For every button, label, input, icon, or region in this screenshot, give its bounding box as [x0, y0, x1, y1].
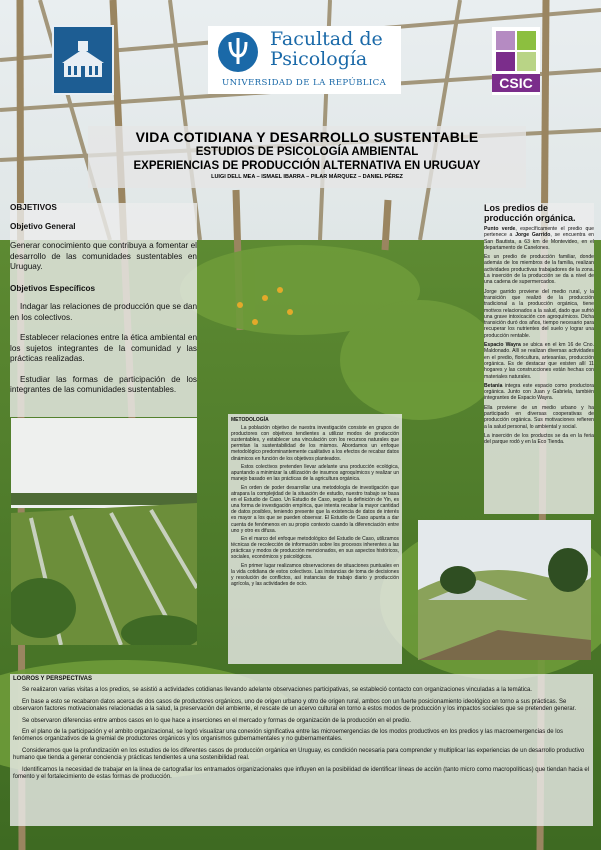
metodologia-paragraph: Estos colectivos pretenden llevar adelante una producción ecológica, apuntando a minimizar la utilización de insumos agroquímicos y realizar un manejo basado en las prácticas de la agricultura orgánica.	[231, 464, 399, 483]
predios-paragraph: Jorge garrido proviene del medio rural, y la transición que realizó de la producción tradicional a la producción orgánica, tiene motivos relacionados a la salud, dado que sufrió una grave intoxicación con agroquímicos. Dicha transición duró dos años, tiempo necesario para recuperar los nutrientes del suelo y lograr una producción rentable.	[484, 288, 594, 339]
csic-label: CSIC	[492, 74, 540, 92]
predios-panel	[484, 203, 594, 514]
poster-subtitle-1: ESTUDIOS DE PSICOLOGÍA AMBIENTAL	[195, 146, 419, 158]
objetivos-especificos-heading: Objetivos Específicos	[10, 283, 96, 293]
field-photo	[11, 418, 197, 645]
logros-paragraph: En base a esto se recabaron datos acerca de dos casos de productores orgánicos, uno de origen urbano y otro de origen rural, ambos con un fuerte posicionamiento ideológico en torno a sus prácticas. Se observaron factores motivacionales relacionadas a la salud, la preservación del ambiente, el rescate de un acervo cultural en torno a estos modos de producción y los impactos sociales que se pretenden generar.	[13, 698, 576, 713]
building-icon	[54, 27, 112, 93]
facultad-line2: Psicología	[270, 48, 368, 70]
facultad-psicologia-logo	[208, 26, 401, 94]
logros-paragraph: Se realizaron varias visitas a los predios, se asistió a actividades cotidianas llevando adelante observaciones participativas, se estableció contacto con organizaciones vinculadas a la temática.	[22, 687, 532, 694]
metodologia-panel	[228, 414, 402, 664]
logros-paragraph: Identificamos la necesidad de trabajar en la línea de cartografiar los entramados organizacionales que influyen en la posibilidad de identificar líneas de acción (tanto micro como macropolíticas) que tiendan hacia el fomento y el fortalecimiento de estas formas de producción.	[13, 766, 589, 781]
predios-paragraph: Ella proviene de un medio urbano y ha participado en diversas cooperativas de producción orgánica. Sus motivaciones refieren a la salud personal, lo ambiental y social.	[484, 404, 594, 430]
metodologia-paragraph: En el marco del enfoque metodológico del Estudio de Caso, utilizamos técnicas de recolección de información sobre los procesos inherentes a las prácticas y modos de producción mencionados, en sus aspectos históricos, sociales, económicos y psicológicos.	[231, 536, 399, 561]
objetivo-item: Indagar las relaciones de producción que se dan en los colectivos.	[10, 302, 197, 322]
title-block	[88, 126, 526, 188]
objetivo-general-heading: Objetivo General	[10, 221, 76, 231]
metodologia-paragraph: En primer lugar realizamos observaciones de situaciones puntuales en la vida cotidiana de estos colectivos. Las instancias de toma de decisiones y resolución de conflictos, así instancias de trabajo diario y producción agrícola, y las actividades de ocio.	[231, 563, 399, 588]
logros-paragraph: Se observaron diferencias entre ambos casos en lo que hace a inserciones en el mercado y formas de organización de la producción en el predio.	[22, 717, 411, 724]
greenhouse-photo	[418, 520, 591, 660]
predios-paragraph: Es un predio de producción familiar, donde además de los miembros de la familia, realizan actividades productivas trabajadores de la zona. La inserción de la producción se da a nivel de una cadena de supermercados.	[484, 254, 594, 286]
predios-paragraph: La inserción de los productos se da en la feria del parque rodó y en la Eco Tienda.	[484, 432, 594, 446]
objetivo-item: Establecer relaciones entre la ética ambiental en los sujetos integrantes de la comunidad y las prácticas realizadas.	[10, 333, 197, 363]
universidad-logo	[52, 25, 114, 95]
csic-logo	[492, 27, 540, 95]
logros-panel	[10, 674, 593, 826]
metodologia-paragraph: La población objetivo de nuestra investigación consiste en grupos de productores con objetivos tendientes a utilizar modos de producción sustentables, y establecer una vinculación con los recursos naturales que permitan la sustentabilidad de los mismos. Abordamos un enfoque metodológico predominantemente cualitativo a los efectos de recabar datos dinámicos en función de los objetivos planteados.	[231, 425, 399, 462]
poster-authors: LUIGI DELL MEA – ISMAEL IBARRA – PILAR MÁRQUEZ – DANIEL PÉREZ	[211, 174, 403, 180]
universidad-name: UNIVERSIDAD DE LA REPÚBLICA	[222, 78, 387, 88]
predios-paragraph: Betania integra este espacio como productora orgánica. Junto con Juan y Gabriela, también integrantes de Espacio Wayra.	[484, 382, 594, 402]
objetivos-panel	[10, 203, 197, 417]
predios-heading: Los predios de producción orgánica.	[484, 203, 576, 223]
predios-paragraph: Espacio Wayra se ubica en el km 16 de Cno. Maldonado. Allí se realizan diversas actividades en el predio, floricultura, artesanías, producción orgánica. Es de destacar que existen allí 11 hogares y las construcciones están hechas con materiales naturales.	[484, 342, 594, 380]
poster-title: VIDA COTIDIANA Y DESARROLLO SUSTENTABLE	[135, 129, 479, 145]
predios-paragraph: Punto verde, específicamente el predio que pertenece a Jorge Garrido, se encuentra en San Bautista, a 63 km de Montevideo, en el departamento de Canelones.	[484, 226, 594, 251]
objetivo-general-text: Generar conocimiento que contribuya a fomentar el desarrollo de las comunidades sustentables en Uruguay.	[10, 241, 197, 271]
metodologia-heading: METODOLOGÍA	[231, 417, 269, 423]
logros-heading: LOGROS Y PERSPECTIVAS	[13, 676, 93, 682]
objetivo-item: Estudiar las formas de participación de los integrantes de las comunidades sustentables.	[10, 374, 197, 394]
poster-subtitle-2: EXPERIENCIAS DE PRODUCCIÓN ALTERNATIVA EN URUGUAY	[133, 160, 481, 172]
facultad-line1: Facultad de	[270, 28, 383, 50]
logros-paragraph: Consideramos que la profundización en los estudios de los diferentes casos de producción orgánica en Uruguay, es condición necesaria para comprender y multiplicar las experiencias de un desarrollo productivo humano que tienda a generar conciencia y prácticas tendientes a una sostenibilidad real.	[13, 747, 585, 762]
logros-paragraph: En el plano de la participación y el ambito organizacional, se logró visualizar una conexión significativa entre las microemergencias de los modos productivos en los predios y las macroemergencias de los fenómenos organizativos de la gremial de productores orgánicos y los organismos gubernamentales y no gubernamentales.	[13, 729, 563, 743]
objetivos-heading: OBJETIVOS	[10, 203, 57, 212]
metodologia-paragraph: En orden de poder desarrollar una metodología de investigación que atrapara la complejidad de la situación de estudio, nuestro trabajo se basa en el Estudio de Caso. Un Estudio de Caso, según la definición de Yin, es una forma de investigación empírica, que intenta recabar la mayor cantidad de datos posibles, teniendo presente que la existencia de datos de interés es mayor a los que se pueden observar. El Estudio de Caso apunta a dar cuenta de fenómenos en su propio contexto cuando la diferenciación entre uno y otro es difusa.	[231, 484, 399, 534]
csic-squares-icon	[492, 29, 540, 75]
